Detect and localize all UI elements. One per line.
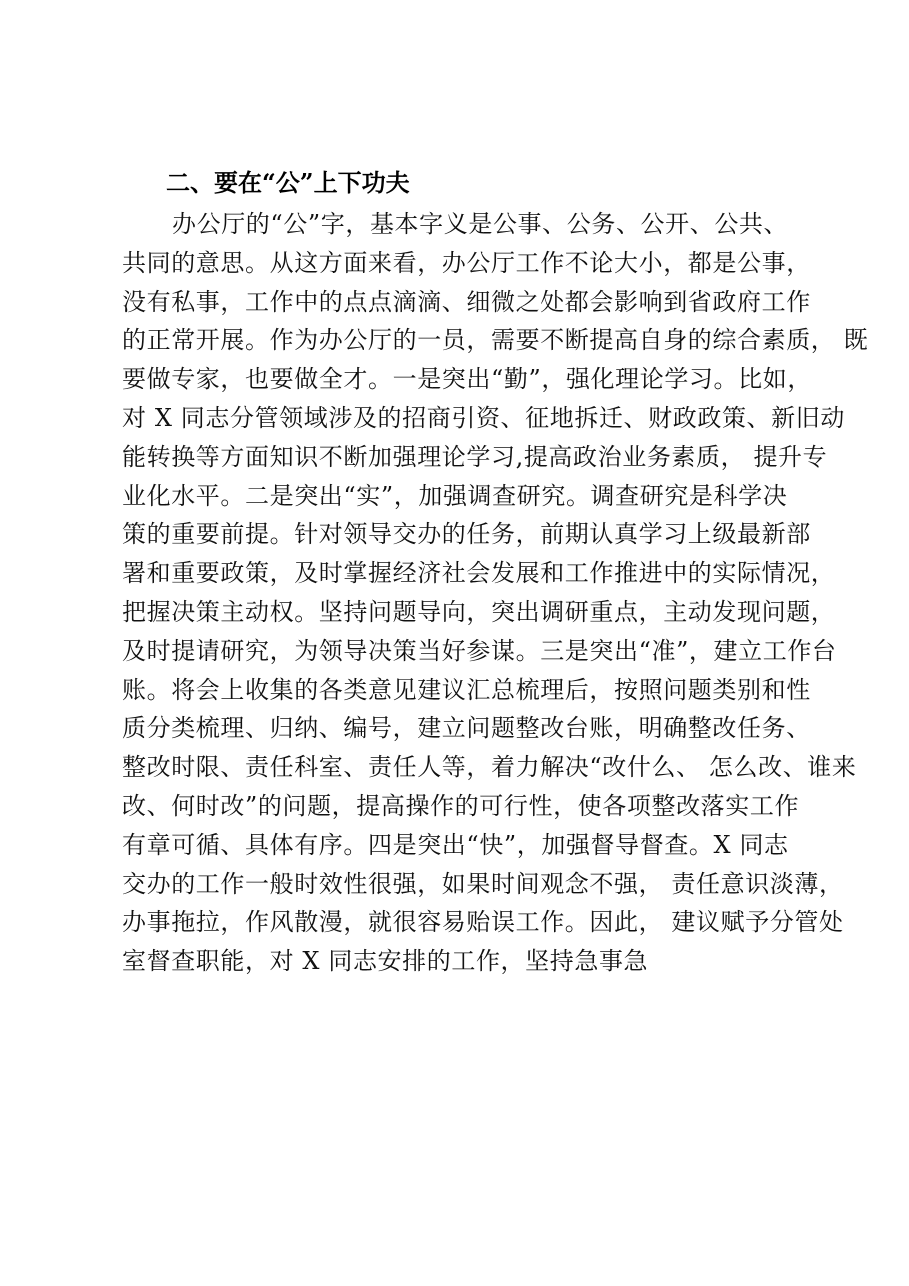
paragraph-line: 要做专家，也要做全才。一是突出“勤”，强化理论学习。比如， bbox=[122, 365, 812, 394]
paragraph-line: 的正常开展。作为办公厅的一员，需要不断提高自身的综合素质， 既 bbox=[122, 326, 869, 355]
paragraph-line: 室督查职能，对 X 同志安排的工作，坚持急事急 bbox=[122, 947, 649, 976]
paragraph-line: 账。将会上收集的各类意见建议汇总梳理后，按照问题类别和性 bbox=[122, 675, 811, 704]
paragraph-line: 署和重要政策，及时掌握经济社会发展和工作推进中的实际情况， bbox=[122, 559, 836, 588]
paragraph-line: 整改时限、责任科室、责任人等，着力解决“改什么、 怎么改、谁来 bbox=[122, 753, 857, 782]
paragraph-line: 有章可循、具体有序。四是突出“快”，加强督导督查。X 同志 bbox=[122, 830, 789, 859]
paragraph-line: 没有私事，工作中的点点滴滴、细微之处都会影响到省政府工作 bbox=[122, 287, 811, 316]
paragraph-line: 改、何时改”的问题，提高操作的可行性，使各项整改落实工作 bbox=[122, 791, 800, 820]
paragraph-line: 把握决策主动权。坚持问题导向，突出调研重点，主动发现问题， bbox=[122, 597, 836, 626]
paragraph-line: 及时提请研究，为领导决策当好参谋。三是突出“准”，建立工作台 bbox=[122, 636, 837, 665]
paragraph-line: 办公厅的“公”字，基本字义是公事、公务、公开、公共、 bbox=[172, 210, 789, 238]
paragraph-line: 质分类梳理、归纳、编号，建立问题整改台账，明确整改任务、 bbox=[122, 714, 811, 743]
section-heading: 二、要在“公”上下功夫 bbox=[166, 168, 410, 197]
body-paragraph bbox=[122, 205, 869, 981]
paragraph-line: 办事拖拉，作风散漫，就很容易贻误工作。因此， 建议赋予分管处 bbox=[122, 908, 844, 937]
paragraph-line: 能转换等方面知识不断加强理论学习,提高政治业务素质， 提升专 bbox=[122, 442, 828, 471]
paragraph-line: 共同的意思。从这方面来看，办公厅工作不论大小，都是公事， bbox=[122, 248, 811, 277]
paragraph-line: 交办的工作一般时效性很强，如果时间观念不强， 责任意识淡薄， bbox=[122, 869, 844, 898]
paragraph-line: 业化水平。二是突出“实”，加强调查研究。调查研究是科学决 bbox=[122, 481, 788, 510]
paragraph-line: 策的重要前提。针对领导交办的任务，前期认真学习上级最新部 bbox=[122, 520, 811, 549]
paragraph-line: 对 X 同志分管领域涉及的招商引资、征地拆迁、财政政策、新旧动 bbox=[122, 403, 845, 432]
